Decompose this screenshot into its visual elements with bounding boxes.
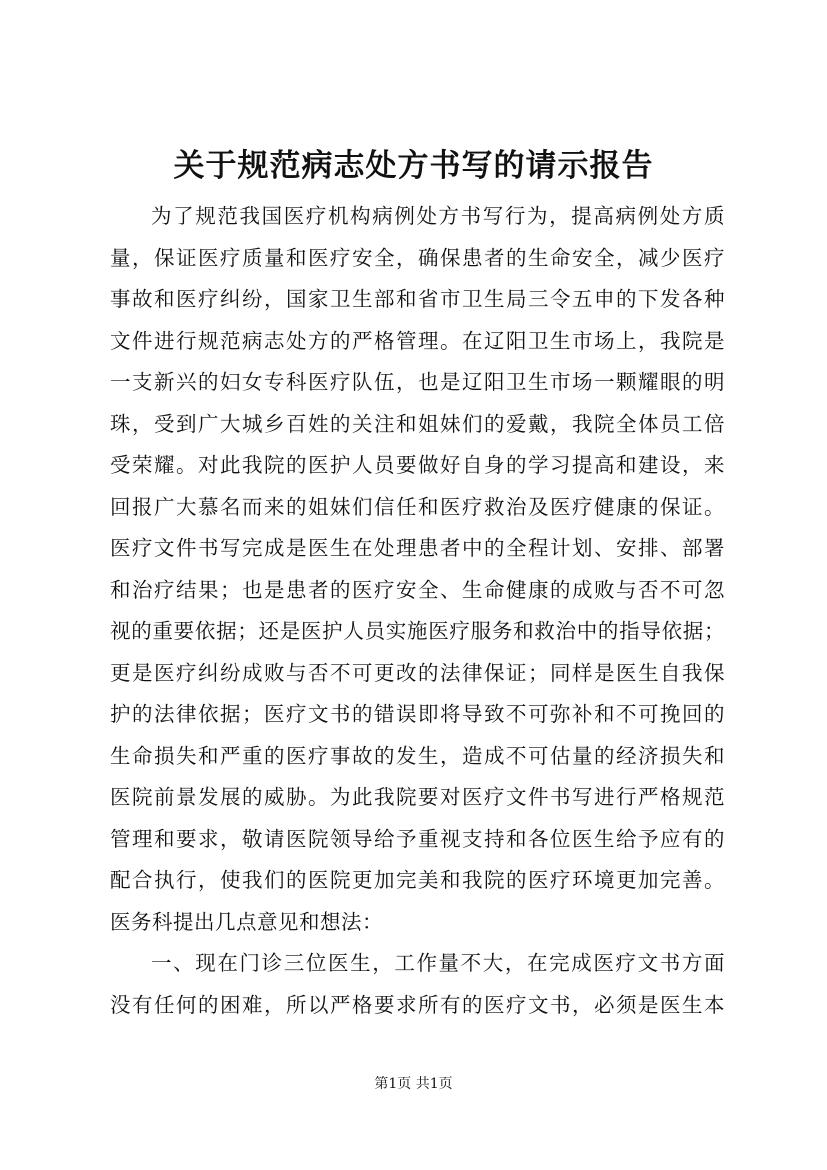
paragraph-line: 一、现在门诊三位医生，工作量不大，在完成医疗文书方面 [151,951,725,975]
paragraph-line: 事故和医疗纠纷，国家卫生部和省市卫生局三令五申的下发各种 [110,287,725,311]
paragraph-line: 回报广大慕名而来的姐妹们信任和医疗救治及医疗健康的保证。 [110,494,725,519]
paragraph-line: 医院前景发展的威胁。为此我院要对医疗文件书写进行严格规范 [110,785,725,809]
paragraph-line: 量，保证医疗质量和医疗安全，确保患者的生命安全，减少医疗 [110,245,725,270]
paragraph-line: 受荣耀。对此我院的医护人员要做好自身的学习提高和建设，来 [110,453,725,477]
paragraph-line: 更是医疗纠纷成败与否不可更改的法律保证；同样是医生自我保 [110,660,725,685]
paragraph-line: 和治疗结果；也是患者的医疗安全、生命健康的成败与否不可忽 [110,577,725,602]
paragraph-line: 护的法律依据；医疗文书的错误即将导致不可弥补和不可挽回的 [110,702,725,726]
paragraph-line: 一支新兴的妇女专科医疗队伍，也是辽阳卫生市场一颗耀眼的明 [110,370,725,394]
paragraph-line: 医疗文件书写完成是医生在处理患者中的全程计划、安排、部署 [110,536,725,560]
page-footer: 第1页 共1页 [374,1076,453,1092]
paragraph-line: 为了规范我国医疗机构病例处方书写行为，提高病例处方质 [151,204,725,228]
paragraph-line: 视的重要依据；还是医护人员实施医疗服务和救治中的指导依据； [110,619,725,643]
paragraph-line: 管理和要求，敬请医院领导给予重视支持和各位医生给予应有的 [110,826,725,851]
document-body [110,196,725,1026]
paragraph-line: 珠，受到广大城乡百姓的关注和姐妹们的爱戴，我院全体员工倍 [110,411,725,436]
document-title: 关于规范病志处方书写的请示报告 [173,148,654,184]
paragraph-line: 医务科提出几点意见和想法： [110,909,383,934]
paragraph-line: 配合执行，使我们的医院更加完美和我院的医疗环境更加完善。 [110,868,725,892]
paragraph-line: 文件进行规范病志处方的严格管理。在辽阳卫生市场上，我院是 [110,328,725,353]
paragraph-line: 没有任何的困难，所以严格要求所有的医疗文书，必须是医生本 [110,992,725,1017]
paragraph-line: 生命损失和严重的医疗事故的发生，造成不可估量的经济损失和 [110,743,725,768]
